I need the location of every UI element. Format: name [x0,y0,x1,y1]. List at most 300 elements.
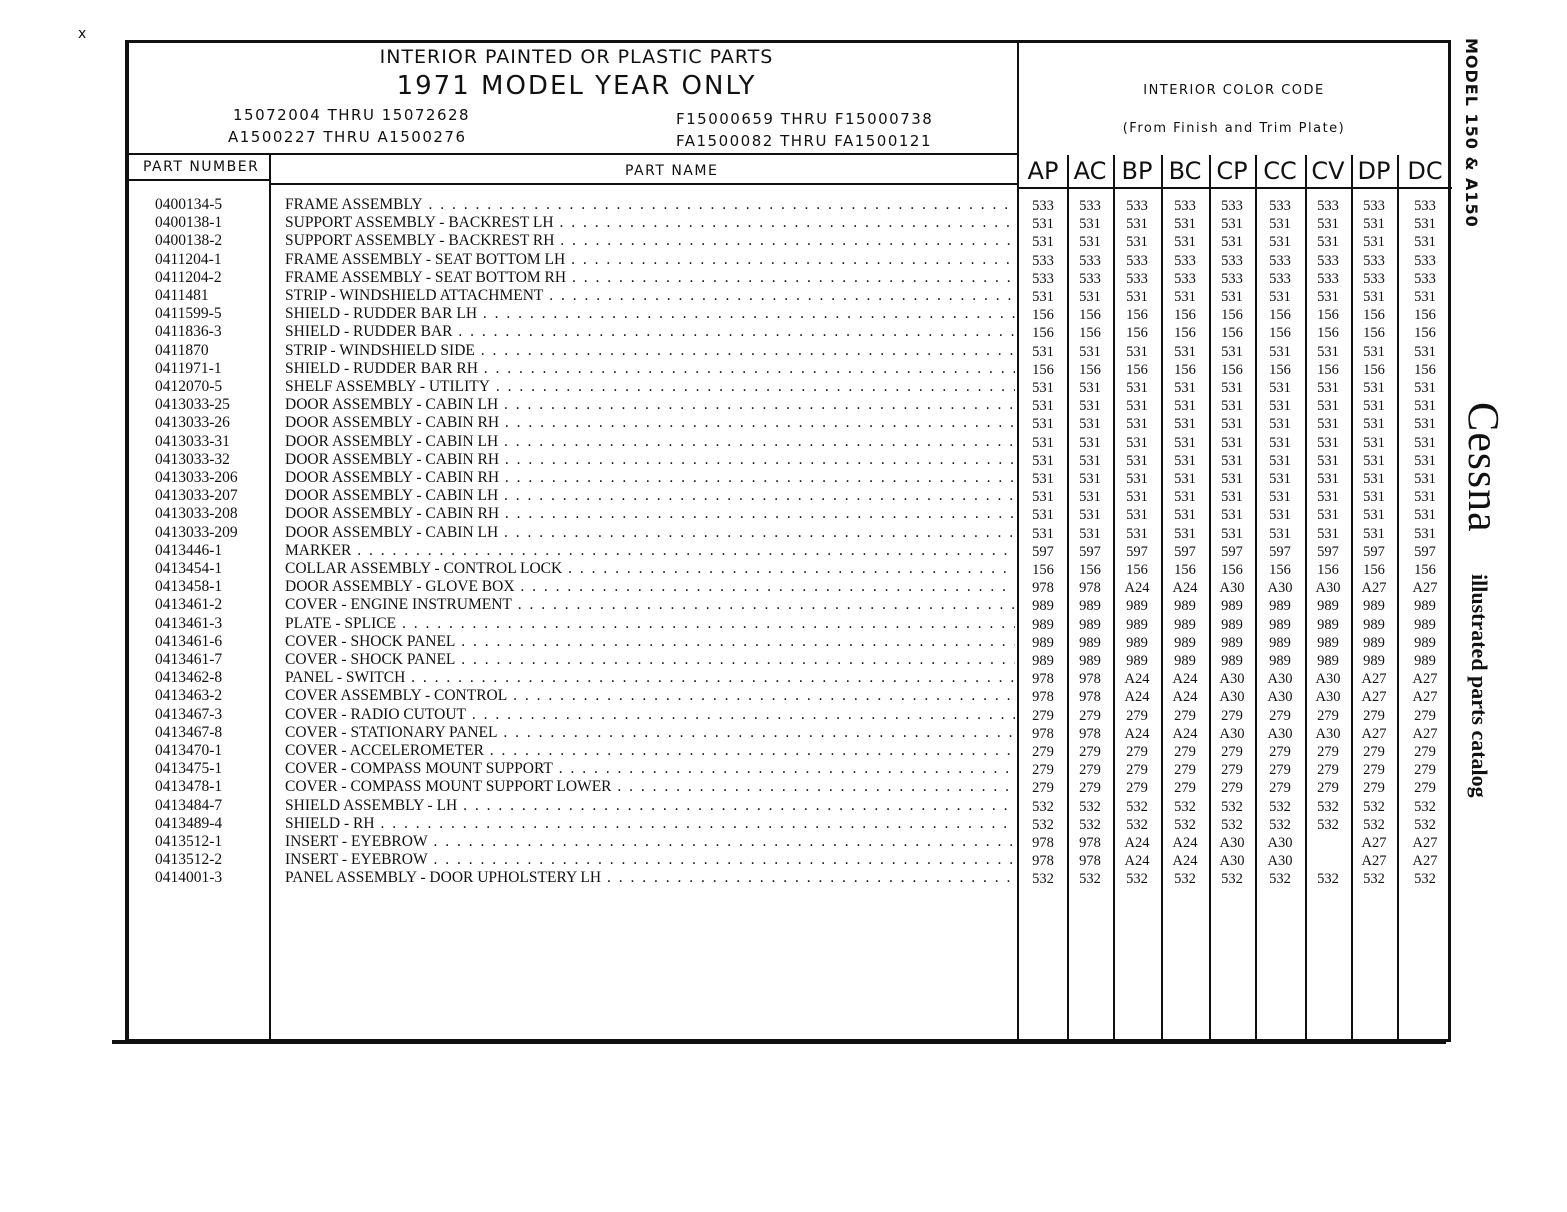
table-row [129,269,1455,287]
color-code-value: 156 [1317,325,1339,342]
part-name: DOOR ASSEMBLY - CABIN LH . . . [285,396,1015,414]
color-code-value: 279 [1363,780,1385,797]
table-row [129,833,1455,851]
color-code-value: A30 [1219,725,1245,742]
part-name: COVER - COMPASS MOUNT SUPPORT . . . [285,760,1015,778]
header-rule [129,153,1017,155]
color-code-value: 989 [1126,598,1148,615]
color-code-value: 531 [1174,489,1196,506]
part-number: 0411204-2 [155,268,222,286]
color-code-value: 989 [1363,616,1385,633]
color-code-value: 531 [1269,216,1291,233]
table-row [129,433,1455,451]
color-code-value: 989 [1174,616,1196,633]
color-code-value: 532 [1414,816,1436,833]
color-code-value: A30 [1315,689,1341,706]
color-code-value: 531 [1317,398,1339,415]
part-name: COVER - SHOCK PANEL . . . [285,633,1015,651]
part-name: COVER ASSEMBLY - CONTROL . . . [285,687,1015,705]
color-code-value: A30 [1267,725,1293,742]
color-code-value: 531 [1221,380,1243,396]
color-code-value: A30 [1267,580,1293,597]
table-row [129,378,1455,396]
color-code-value: 531 [1221,416,1243,433]
color-code-value: 531 [1079,216,1101,233]
color-code-value: 597 [1174,543,1196,560]
color-code-value: 531 [1126,398,1148,415]
color-code-value: 156 [1363,361,1385,378]
color-code-value: 532 [1126,871,1148,888]
table-row [129,742,1455,760]
color-code-value: 531 [1126,489,1148,506]
color-code-value: 531 [1126,234,1148,251]
color-code-value: 531 [1126,434,1148,451]
color-code-header: CC [1263,157,1297,185]
part-number: 0400138-2 [155,232,223,250]
part-number: 0413446-1 [155,541,223,559]
table-row [129,760,1455,778]
color-code-value: A24 [1124,853,1150,870]
color-code-value: 978 [1079,671,1101,688]
serial-range: 15072004 THRU 15072628 [233,106,471,124]
color-code-header: CV [1311,157,1345,185]
color-code-value: 989 [1363,598,1385,615]
color-code-value: 989 [1363,653,1385,669]
color-code-value: 989 [1221,653,1243,669]
header-rule [129,179,269,181]
color-code-value: A24 [1172,853,1198,870]
color-code-value: 597 [1363,543,1385,560]
color-code-value: 532 [1317,816,1339,833]
color-code-value: 531 [1126,380,1148,396]
color-code-value: 531 [1126,452,1148,469]
part-number: 0413467-8 [155,723,223,741]
color-code-value: 531 [1032,452,1054,469]
color-code-value: 978 [1079,853,1101,870]
color-code-value: 279 [1032,780,1054,797]
table-row [129,724,1455,742]
color-code-value: 533 [1317,252,1339,269]
color-code-value: 531 [1079,343,1101,360]
part-number: 0413458-1 [155,578,223,596]
color-code-value: 597 [1126,543,1148,560]
part-number: 0411971-1 [155,359,222,377]
color-code-value: 531 [1414,434,1436,451]
color-code-value: 989 [1317,634,1339,651]
color-code-value: 531 [1317,434,1339,451]
color-code-value: 533 [1269,198,1291,214]
color-code-value: 531 [1317,289,1339,305]
color-code-value: A24 [1172,580,1198,597]
color-code-header: AC [1073,157,1107,185]
part-number: 0413489-4 [155,814,223,832]
color-code-value: 989 [1269,634,1291,651]
color-code-value: 531 [1363,489,1385,506]
color-code-value: 532 [1032,816,1054,833]
color-code-value: 279 [1317,780,1339,797]
color-code-value: 156 [1174,325,1196,342]
color-code-value: A24 [1124,580,1150,597]
table-row [129,615,1455,633]
color-code-value: A24 [1172,835,1198,851]
color-code-value: A30 [1267,689,1293,706]
color-code-value: 531 [1414,489,1436,506]
color-code-value: 531 [1317,234,1339,251]
color-code-value: 279 [1079,707,1101,724]
part-number: 0413461-2 [155,596,223,614]
color-code-value: 531 [1363,452,1385,469]
color-code-value: 978 [1079,580,1101,597]
color-code-value: 531 [1317,489,1339,506]
color-code-value: 156 [1317,307,1339,324]
part-number: 0413470-1 [155,742,223,759]
color-code-value: 533 [1317,270,1339,287]
color-code-value: 989 [1032,598,1054,615]
color-code-value: 531 [1126,471,1148,487]
color-code-value: 531 [1174,507,1196,524]
color-code-value: 279 [1269,762,1291,779]
part-number: 0411204-1 [155,250,222,268]
color-code-value: 531 [1269,434,1291,451]
table-row [129,524,1455,542]
color-code-value: 531 [1269,471,1291,487]
table-row [129,251,1455,269]
part-number: 0413033-206 [155,469,238,486]
part-number: 0413033-32 [155,450,230,468]
color-code-value: A24 [1172,671,1198,688]
color-code-value: 532 [1032,871,1054,888]
color-code-value: 531 [1269,289,1291,305]
color-code-value: 279 [1269,780,1291,797]
color-code-value: 978 [1032,853,1054,870]
color-code-value: 531 [1414,289,1436,305]
color-code-value: 533 [1363,270,1385,287]
color-code-value: 156 [1414,307,1436,324]
color-code-value: A24 [1124,835,1150,851]
table-row [129,542,1455,560]
color-code-value: 531 [1363,434,1385,451]
color-code-value: 279 [1414,744,1436,760]
part-name: DOOR ASSEMBLY - CABIN RH . . . [285,414,1015,432]
part-number: 0411599-5 [155,305,222,323]
color-code-value: A27 [1361,671,1387,688]
part-name: DOOR ASSEMBLY - CABIN LH . . . [285,487,1015,505]
color-code-value: 533 [1032,252,1054,269]
page-subtitle: 1971 MODEL YEAR ONLY [396,71,757,101]
color-code-value: 531 [1221,434,1243,451]
color-code-value: 531 [1221,525,1243,542]
color-code-value: 531 [1032,434,1054,451]
part-number: 0413467-3 [155,705,223,723]
part-number: 0413512-1 [155,833,223,850]
part-name: DOOR ASSEMBLY - CABIN LH . . . [285,524,1015,542]
table-row [129,342,1455,360]
catalog-label: illustrated parts catalog [1467,574,1492,798]
color-code-value: 533 [1126,198,1148,214]
color-code-value: 532 [1414,798,1436,815]
color-code-value: 156 [1032,562,1054,578]
part-name: DOOR ASSEMBLY - CABIN LH . . . [285,433,1015,451]
color-code-value: 532 [1221,816,1243,833]
column-header-part-name: PART NAME [625,163,719,179]
color-code-header: BC [1168,157,1202,185]
color-code-value: 533 [1221,252,1243,269]
color-code-value: 531 [1414,452,1436,469]
color-code-value: A27 [1361,835,1387,851]
color-code-value: 531 [1126,289,1148,305]
part-name: COVER - STATIONARY PANEL . . . [285,724,1015,742]
color-code-value: 531 [1079,289,1101,305]
color-code-value: 156 [1126,325,1148,342]
part-number: 0400138-1 [155,214,223,232]
color-code-value: 531 [1363,507,1385,524]
color-code-value: 156 [1414,361,1436,378]
color-code-value: 279 [1363,762,1385,779]
color-code-value: 531 [1317,471,1339,487]
color-code-value: 989 [1414,598,1436,615]
side-model: MODEL 150 & A150 [1462,38,1481,228]
color-code-value: 279 [1126,780,1148,797]
color-code-value: 531 [1317,216,1339,233]
color-code-value: 531 [1174,234,1196,251]
color-code-value: 533 [1079,270,1101,287]
color-code-value: 531 [1032,216,1054,233]
page-title: INTERIOR PAINTED OR PLASTIC PARTS [379,46,774,68]
color-code-value: 531 [1269,380,1291,396]
color-code-value: 531 [1414,234,1436,251]
color-code-header: BP [1121,157,1153,185]
color-code-value: 531 [1032,234,1054,251]
color-code-value: 279 [1363,707,1385,724]
part-name: SHIELD - RUDDER BAR . . . [285,323,1015,341]
table-row [129,287,1455,305]
part-number: 0413478-1 [155,778,223,796]
color-code-value: A24 [1172,725,1198,742]
brand-logo: Cessna [1459,402,1508,533]
color-code-value: 531 [1079,416,1101,433]
table-row [129,651,1455,669]
color-code-value: 989 [1221,616,1243,633]
color-code-value: 156 [1126,307,1148,324]
table-row [129,360,1455,378]
color-code-value: 989 [1414,616,1436,633]
table-row [129,469,1455,487]
color-code-value: 532 [1269,798,1291,815]
color-code-value: 978 [1079,835,1101,851]
part-name: COLLAR ASSEMBLY - CONTROL LOCK . . . [285,560,1015,578]
color-code-value: 279 [1269,744,1291,760]
color-code-value: 279 [1079,744,1101,760]
color-code-value: 156 [1317,562,1339,578]
color-code-value: A27 [1361,853,1387,870]
table-row [129,633,1455,651]
color-code-value: 532 [1079,871,1101,888]
table-row [129,305,1455,323]
serial-range: A1500227 THRU A1500276 [228,128,467,146]
color-code-value: 531 [1126,525,1148,542]
color-code-value: 533 [1032,198,1054,214]
part-name: COVER - ENGINE INSTRUMENT . . . [285,596,1015,614]
part-name: COVER - ACCELEROMETER . . . [285,742,1015,760]
color-code-value: A27 [1412,835,1438,851]
part-name: FRAME ASSEMBLY - SEAT BOTTOM LH . . . [285,251,1015,269]
color-code-value: 533 [1032,270,1054,287]
color-code-value: 156 [1269,361,1291,378]
color-code-value: 531 [1079,434,1101,451]
color-code-value: 989 [1317,598,1339,615]
color-code-value: 156 [1269,562,1291,578]
header-rule [1017,187,1452,189]
color-code-value: 597 [1032,543,1054,560]
part-name: PANEL ASSEMBLY - DOOR UPHOLSTERY LH . . . [285,869,1015,887]
color-code-value: 279 [1221,762,1243,779]
color-code-value: 156 [1032,307,1054,324]
color-code-value: A24 [1124,725,1150,742]
column-header-part-number: PART NUMBER [143,159,260,175]
color-code-value: 531 [1221,452,1243,469]
color-code-value: 532 [1363,871,1385,888]
color-code-value: A27 [1361,689,1387,706]
color-code-value: 531 [1079,234,1101,251]
color-code-value: 531 [1221,289,1243,305]
color-code-value: A27 [1412,725,1438,742]
color-code-value: 531 [1174,471,1196,487]
color-code-value: A24 [1124,671,1150,688]
color-code-value: 989 [1079,598,1101,615]
color-code-value: 156 [1221,307,1243,324]
serial-range: F15000659 THRU F15000738 [676,110,934,128]
color-code-value: 531 [1221,507,1243,524]
color-code-value: 531 [1174,289,1196,305]
color-code-value: A27 [1361,580,1387,597]
color-code-value: 533 [1414,252,1436,269]
color-code-value: 531 [1363,398,1385,415]
color-code-value: 978 [1032,689,1054,706]
color-code-value: 989 [1174,634,1196,651]
part-name: DOOR ASSEMBLY - CABIN RH . . . [285,505,1015,523]
part-number: 0413461-6 [155,632,223,650]
part-name: SHIELD - RUDDER BAR RH . . . [285,360,1015,378]
color-code-value: 989 [1174,653,1196,669]
color-code-value: 156 [1414,562,1436,578]
color-code-value: A30 [1315,725,1341,742]
color-code-value: 989 [1079,653,1101,669]
color-code-value: 597 [1079,543,1101,560]
part-number: 0413461-3 [155,614,223,632]
color-code-value: 532 [1032,798,1054,815]
part-number: 0414001-3 [155,869,223,887]
color-code-value: 279 [1079,762,1101,779]
color-code-value: 279 [1174,744,1196,760]
part-name: SHIELD - RH . . . [285,815,1015,833]
color-code-value: 989 [1079,616,1101,633]
table-row [129,505,1455,523]
color-code-value: 989 [1126,616,1148,633]
color-code-value: 531 [1221,398,1243,415]
color-code-value: 989 [1126,653,1148,669]
color-code-value: A30 [1219,689,1245,706]
color-code-value: 533 [1269,252,1291,269]
color-code-value: 531 [1414,507,1436,524]
color-code-value: 533 [1079,252,1101,269]
color-code-value: 978 [1079,689,1101,706]
table-row [129,451,1455,469]
color-code-value: 533 [1269,270,1291,287]
table-row [129,706,1455,724]
color-code-value: 989 [1126,634,1148,651]
color-code-value: 279 [1221,707,1243,724]
table-row [129,797,1455,815]
part-name: COVER - SHOCK PANEL . . . [285,651,1015,669]
color-code-value: 531 [1174,416,1196,433]
color-code-value: 597 [1221,543,1243,560]
part-number: 0413475-1 [155,760,223,778]
part-name: PLATE - SPLICE . . . [285,615,1015,633]
corner-mark: x [78,26,87,42]
color-code-value: 279 [1414,762,1436,779]
color-code-value: A30 [1219,671,1245,688]
color-code-value: 531 [1032,380,1054,396]
part-number: 0413033-25 [155,396,230,414]
color-code-value: 532 [1079,798,1101,815]
color-code-value: 531 [1032,398,1054,415]
side-banner [1459,38,1508,1038]
color-code-value: 978 [1032,835,1054,851]
color-code-value: 978 [1079,725,1101,742]
color-code-value: 279 [1221,780,1243,797]
color-code-value: A30 [1315,671,1341,688]
part-number: 0413454-1 [155,560,223,577]
color-code-value: 989 [1317,616,1339,633]
color-code-value: 156 [1221,562,1243,578]
color-code-value: 531 [1221,343,1243,360]
color-code-value: 531 [1079,507,1101,524]
color-code-value: 533 [1221,270,1243,287]
color-code-value: 531 [1269,416,1291,433]
color-code-value: 597 [1414,543,1436,560]
color-code-value: 532 [1079,816,1101,833]
color-code-value: 533 [1363,252,1385,269]
color-code-value: 279 [1363,744,1385,760]
color-code-value: A27 [1361,725,1387,742]
part-name: STRIP - WINDSHIELD ATTACHMENT . . . [285,287,1015,305]
part-name: COVER - COMPASS MOUNT SUPPORT LOWER . . . [285,778,1015,796]
part-number: 0413033-209 [155,523,238,541]
color-code-value: 531 [1414,343,1436,360]
color-code-value: 156 [1317,361,1339,378]
color-code-value: 531 [1032,471,1054,487]
color-code-value: 532 [1317,798,1339,815]
part-name: FRAME ASSEMBLY . . . [285,196,1015,214]
color-code-value: 531 [1363,234,1385,251]
color-code-value: 989 [1221,598,1243,615]
color-code-value: 533 [1221,198,1243,214]
color-code-value: 531 [1414,216,1436,233]
color-code-value: 156 [1079,562,1101,578]
color-code-value: 533 [1363,198,1385,214]
table-row [129,323,1455,341]
color-code-value: 156 [1126,361,1148,378]
color-code-value: 989 [1269,653,1291,669]
color-code-value: 156 [1174,307,1196,324]
color-code-value: 531 [1317,452,1339,469]
color-code-value: 531 [1414,525,1436,542]
color-code-title: INTERIOR COLOR CODE [1143,83,1325,98]
color-code-value: 279 [1032,707,1054,724]
color-code-value: A27 [1412,671,1438,688]
color-code-value: 533 [1079,198,1101,214]
part-name: SHELF ASSEMBLY - UTILITY . . . [285,378,1015,396]
